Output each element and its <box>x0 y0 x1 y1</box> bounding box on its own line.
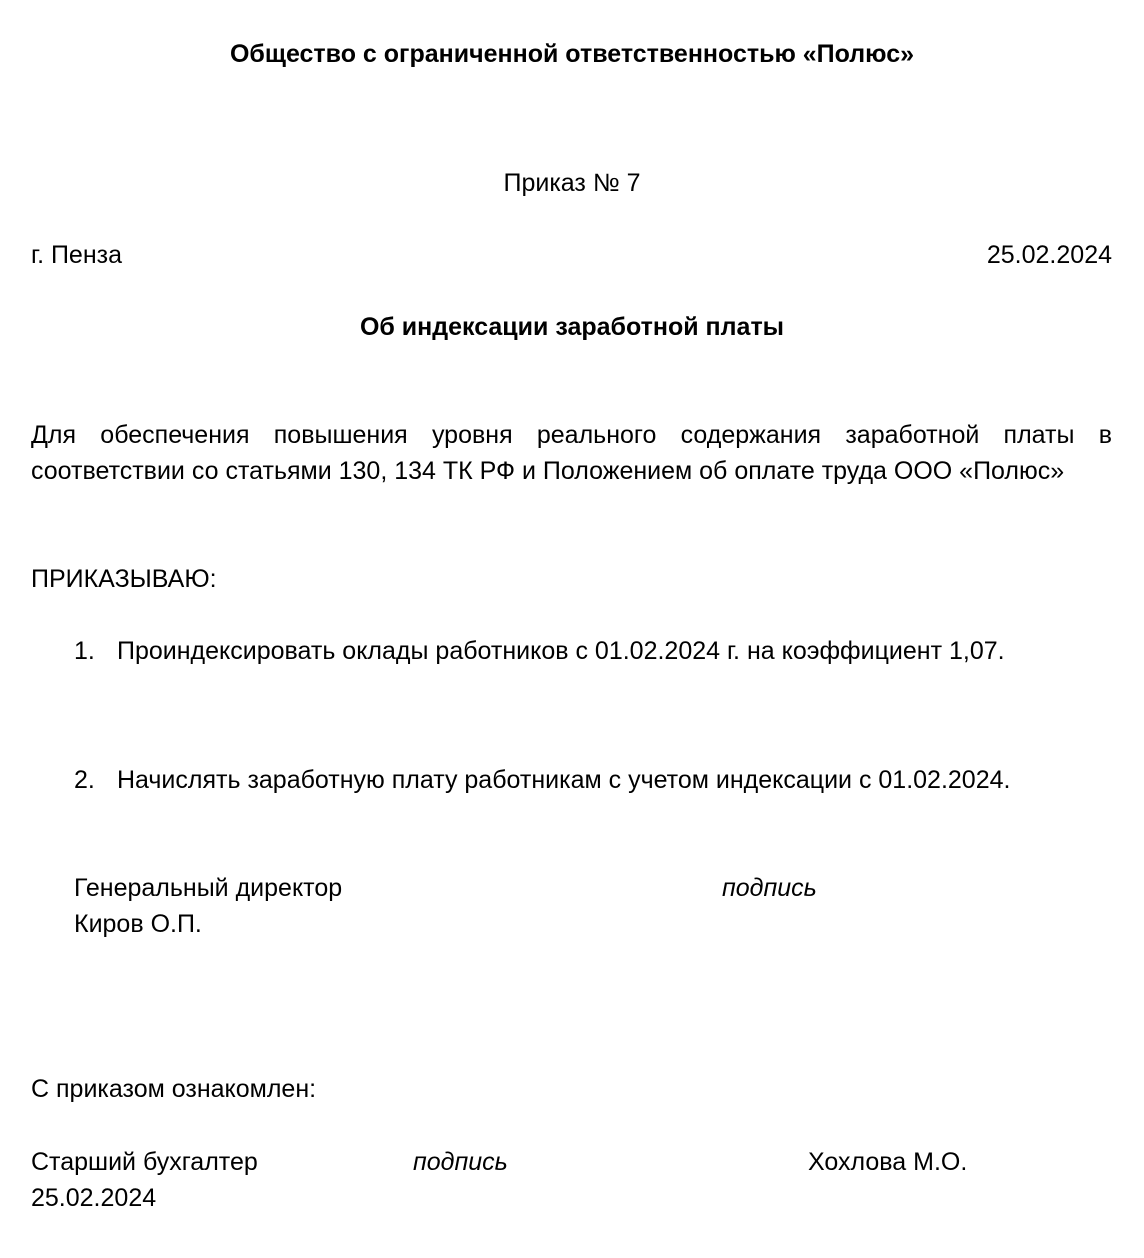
list-item-number: 2. <box>74 766 95 794</box>
order-city: г. Пенза <box>31 241 123 269</box>
accountant-date: 25.02.2024 <box>31 1184 157 1212</box>
order-title: Об индексации заработной платы <box>359 313 785 341</box>
director-name: Киров О.П. <box>74 910 202 938</box>
acquaintance-heading: С приказом ознакомлен: <box>31 1075 317 1103</box>
order-date: 25.02.2024 <box>986 241 1112 269</box>
order-preamble: Для обеспечения повышения уровня реального содержания заработной платы в соответствии со статьями 130, 134 ТК РФ и Положением об оплате труда ООО «Полюс» <box>31 421 1112 485</box>
order-directive-word: ПРИКАЗЫВАЮ: <box>31 565 217 593</box>
accountant-signature: подпись <box>413 1148 508 1176</box>
director-position: Генеральный директор <box>74 874 343 902</box>
accountant-position: Старший бухгалтер <box>31 1148 258 1176</box>
list-item-text: Начислять заработную плату работникам с учетом индексации с 01.02.2024. <box>117 766 1011 794</box>
director-signature: подпись <box>722 874 817 902</box>
order-number: Приказ № 7 <box>503 169 641 197</box>
accountant-name: Хохлова М.О. <box>808 1148 968 1176</box>
company-name: Общество с ограниченной ответственностью «Полюс» <box>229 40 915 68</box>
list-item-text: Проиндексировать оклады работников с 01.02.2024 г. на коэффициент 1,07. <box>117 637 1005 665</box>
list-item-number: 1. <box>74 637 95 665</box>
